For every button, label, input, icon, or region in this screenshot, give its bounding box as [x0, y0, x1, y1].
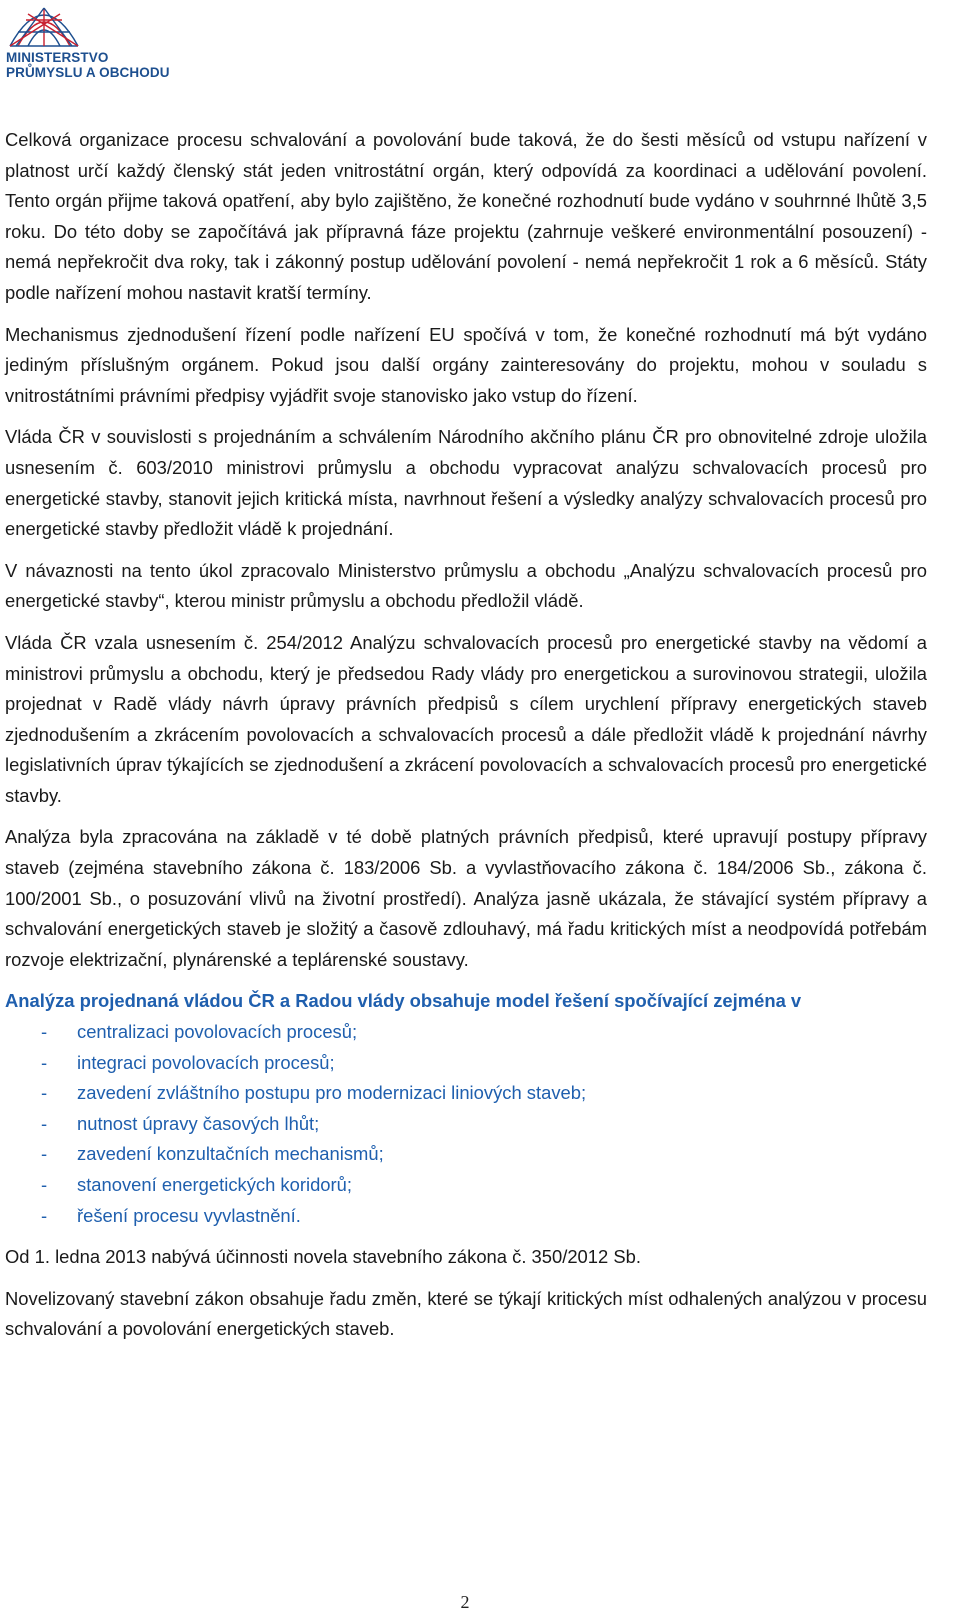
paragraph: Celková organizace procesu schvalování a povolování bude taková, že do šesti měsíců od vstupu nařízení v platnost určí každý členský stát jeden vnitrostátní orgán, který odpovídá za koordinaci a udělování povolení. Tento orgán přijme taková opatření, aby bylo zajištěno, že konečné rozhodnutí bude vydáno v souhrnné lhůtě 3,5 roku. Do této doby se započítává jak přípravná fáze projektu (zahrnuje veškeré environmentální posouzení) - nemá nepřekročit dva roky, tak i zákonný postup udělování povolení - nemá nepřekročit 1 rok a 6 měsíců. Státy podle nařízení mohou nastavit kratší termíny. [5, 129, 927, 303]
list-item: - řešení procesu vyvlastnění. [5, 1201, 927, 1232]
paragraph: Novelizovaný stavební zákon obsahuje řadu změn, které se týkají kritických míst odhalených analýzou v procesu schvalování a povolování energetických staveb. [5, 1287, 927, 1340]
list-item: - stanovení energetických koridorů; [5, 1170, 927, 1201]
globe-icon [4, 2, 84, 50]
paragraph: Analýza byla zpracována na základě v té době platných právních předpisů, které upravují postupy přípravy staveb (zejména stavebního zákona č. 183/2006 Sb. a vyvlastňovacího zákona č. 184/2006 Sb., zákona č. 100/2001 Sb., o posuzování vlivů na životní prostředí). Analýza jasně ukázala, že stávající systém přípravy a schvalování energetických staveb je složitý a časově zdlouhavý, má řadu kritických míst a neodpovídá potřebám rozvoje elektrizační, plynárenské a teplárenské soustavy. [5, 826, 927, 970]
logo-line-2: PRŮMYSLU A OBCHODU [6, 65, 170, 80]
page-number: 2 [460, 1592, 470, 1612]
paragraph: Mechanismus zjednodušení řízení podle nařízení EU spočívá v tom, že konečné rozhodnutí má být vydáno jediným příslušným orgánem. Pokud jsou další orgány zainteresovány do projektu, mohou v souladu s vnitrostátními právními předpisy vyjádřit svoje stanovisko jako vstup do řízení. [5, 323, 927, 406]
logo-text [6, 50, 170, 80]
document-body [5, 125, 927, 1356]
list-item: - zavedení konzultačních mechanismů; [5, 1139, 927, 1170]
list-item: - centralizaci povolovacích procesů; [5, 1017, 927, 1048]
paragraph: V návaznosti na tento úkol zpracovalo Ministerstvo průmyslu a obchodu „Analýzu schvalovacích procesů pro energetické stavby“, kterou ministr průmyslu a obchodu předložil vládě. [5, 559, 927, 612]
list-item: - nutnost úpravy časových lhůt; [5, 1109, 927, 1140]
model-heading: Analýza projednaná vládou ČR a Radou vlády obsahuje model řešení spočívající zejména v [5, 990, 802, 1012]
paragraph: Vláda ČR v souvislosti s projednáním a schválením Národního akčního plánu ČR pro obnovitelné zdroje uložila usnesením č. 603/2010 ministrovi průmyslu a obchodu vypracovat analýzu schvalovacích procesů pro energetické stavby, stanovit jejich kritická místa, navrhnout řešení a výsledky analýzy schvalovacích procesů pro energetické stavby předložit vládě k projednání. [5, 426, 927, 540]
paragraph: Vláda ČR vzala usnesením č. 254/2012 Analýzu schvalovacích procesů pro energetické stavby na vědomí a ministrovi průmyslu a obchodu, který je předsedou Rady vlády pro energetickou a surovinovou strategii, uložila projednat v Radě vlády návrh úpravy právních předpisů s cílem urychlení přípravy energetických staveb zjednodušením a zkrácením povolovacích a schvalovacích procesů a dále předložit vládě k projednání návrhy legislativních úprav týkajících se zjednodušení a zkrácení povolovacích a schvalovacích procesů pro energetické stavby. [5, 631, 927, 806]
paragraph: Od 1. ledna 2013 nabývá účinnosti novela stavebního zákona č. 350/2012 Sb. [5, 1246, 641, 1268]
list-item: - integraci povolovacích procesů; [5, 1048, 927, 1079]
model-list [5, 1017, 927, 1231]
logo-line-1: MINISTERSTVO [6, 50, 109, 65]
list-item: - zavedení zvláštního postupu pro modernizaci liniových staveb; [5, 1078, 927, 1109]
ministry-logo [4, 2, 184, 84]
